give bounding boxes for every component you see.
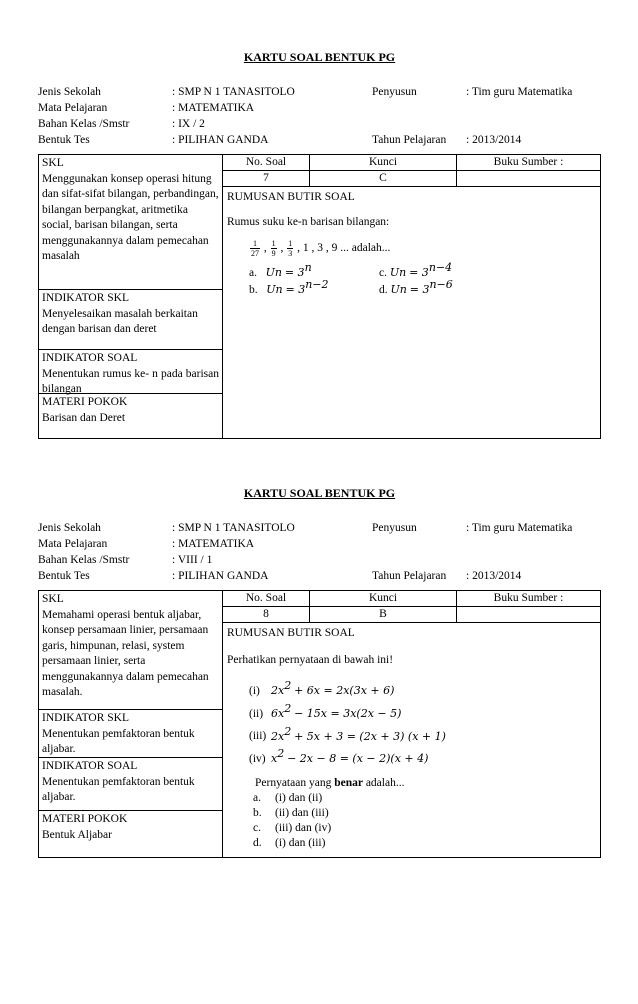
options-row-1 <box>227 259 596 279</box>
indikator-skl-text: Menentukan pemfaktoran bentuk aljabar. <box>42 727 195 755</box>
choice-d: d. (i) dan (iii) <box>253 837 326 850</box>
option-b: b. $Un = 3^{n-2}$ <box>249 278 329 296</box>
question-text: Perhatikan pernyataan di bawah ini! <box>227 654 394 666</box>
materi-label: MATERI POKOK <box>42 813 128 825</box>
header-row <box>223 591 600 607</box>
mata-pelajaran-label: Mata Pelajaran <box>38 102 108 114</box>
bentuk-tes-label: Bentuk Tes <box>38 134 90 146</box>
right-column <box>223 155 600 295</box>
sequence: $\frac{1}{27}$ , $\frac{1}{9}$ , $\frac{1}{3}$ , 1 , 3 , 9 ... adalah... <box>251 238 391 258</box>
bentuk-tes-value: : PILIHAN GANDA <box>172 134 269 146</box>
option-c: c. $Un = 3^{n-4}$ <box>379 261 453 279</box>
kelas-label: Bahan Kelas /Smstr <box>38 118 130 130</box>
materi-section <box>39 811 222 857</box>
fraction-1-3: $\frac{1}{3}$ <box>288 238 293 258</box>
indikator-skl-section <box>39 290 222 350</box>
value-row <box>223 171 600 187</box>
header-row <box>223 155 600 171</box>
no-soal-value: 7 <box>223 171 310 186</box>
skl-label: SKL <box>42 593 64 605</box>
sequence-rest: , 1 , 3 , 9 ... adalah... <box>297 242 391 254</box>
tahun-label: Tahun Pelajaran <box>372 134 447 146</box>
materi-label: MATERI POKOK <box>42 396 128 408</box>
skl-section <box>39 591 222 710</box>
penyusun-value: : Tim guru Matematika <box>466 86 573 98</box>
fraction-1-9: $\frac{1}{9}$ <box>271 238 276 258</box>
materi-text: Barisan dan Deret <box>42 411 126 424</box>
card-title: KARTU SOAL BENTUK PG <box>243 50 396 64</box>
bentuk-tes-label: Bentuk Tes <box>38 570 90 582</box>
mata-pelajaran-value: : MATEMATIKA <box>172 102 255 114</box>
option-a: a. $Un = 3^n$ <box>249 261 312 279</box>
option-d: d. $Un = 3^{n-6}$ <box>379 278 453 296</box>
no-soal-value: 8 <box>223 607 310 622</box>
right-column <box>223 591 600 853</box>
fraction-1-27: $\frac{1}{27}$ <box>251 238 259 258</box>
indikator-soal-label: INDIKATOR SOAL <box>42 760 138 772</box>
indikator-soal-text: Menentukan pemfaktoran bentuk aljabar. <box>42 775 195 803</box>
buku-sumber-header: Buku Sumber : <box>493 592 564 604</box>
question-text: Rumus suku ke-n barisan bilangan: <box>227 216 390 228</box>
choice-c: c. (iii) dan (iv) <box>253 822 332 835</box>
mata-pelajaran-label: Mata Pelajaran <box>38 538 108 550</box>
buku-sumber-value <box>457 607 600 622</box>
penyusun-value: : Tim guru Matematika <box>466 522 573 534</box>
question-table <box>38 590 601 858</box>
left-column <box>39 591 223 857</box>
prompt: Pernyataan yang benar adalah... <box>255 777 405 790</box>
skl-text: Memahami operasi bentuk aljabar, konsep persamaan linier, persamaan garis, himpunan, relasi, system persamaan linier, serta menggunakannya dalam pemecahan masalah. <box>42 608 209 698</box>
kelas-value: : VIII / 1 <box>172 554 213 566</box>
choices <box>227 791 596 851</box>
card-meta <box>38 84 601 150</box>
card-meta <box>38 520 601 586</box>
indikator-soal-label: INDIKATOR SOAL <box>42 352 138 364</box>
skl-label: SKL <box>42 157 64 169</box>
bentuk-tes-value: : PILIHAN GANDA <box>172 570 269 582</box>
card-title: KARTU SOAL BENTUK PG <box>243 486 396 500</box>
choice-b: b. (ii) dan (iii) <box>253 807 329 820</box>
no-soal-header: No. Soal <box>223 155 310 170</box>
skl-section <box>39 155 222 290</box>
indikator-skl-text: Menyelesaikan masalah berkaitan dengan barisan dan deret <box>42 307 198 335</box>
mata-pelajaran-value: : MATEMATIKA <box>172 538 255 550</box>
jenis-sekolah-label: Jenis Sekolah <box>38 86 101 98</box>
rumusan-label: RUMUSAN BUTIR SOAL <box>227 191 355 203</box>
choice-a: a. (i) dan (ii) <box>253 792 323 805</box>
buku-sumber-header: Buku Sumber : <box>493 156 564 168</box>
no-soal-header: No. Soal <box>223 591 310 606</box>
tahun-value: : 2013/2014 <box>466 134 522 146</box>
jenis-sekolah-value: : SMP N 1 TANASITOLO <box>172 522 295 534</box>
indikator-skl-label: INDIKATOR SKL <box>42 712 129 724</box>
question-table <box>38 154 601 439</box>
options-row-2 <box>227 276 596 296</box>
kunci-header: Kunci <box>310 155 457 170</box>
buku-sumber-value <box>457 171 600 186</box>
skl-text: Menggunakan konsep operasi hitung dan sifat-sifat bilangan, perbandingan, bilangan berpangkat, aritmetika social, barisan bilangan, serta menggunakannya dalam pemecahan masalah <box>42 172 219 262</box>
kelas-label: Bahan Kelas /Smstr <box>38 554 130 566</box>
kelas-value: : IX / 2 <box>172 118 205 130</box>
penyusun-label: Penyusun <box>372 522 417 534</box>
indikator-soal-section <box>39 350 222 394</box>
question-card-8 <box>38 486 601 850</box>
jenis-sekolah-label: Jenis Sekolah <box>38 522 101 534</box>
materi-section <box>39 394 222 436</box>
materi-text: Bentuk Aljabar <box>42 828 112 841</box>
statement-ii: (ii) $6x^2 - 15x = 3x(2x - 5)$ <box>249 701 402 720</box>
rumusan-body <box>223 187 600 295</box>
indikator-skl-section <box>39 710 222 758</box>
penyusun-label: Penyusun <box>372 86 417 98</box>
indikator-soal-text: Menentukan rumus ke- n pada barisan bilangan <box>42 367 219 395</box>
question-card-7 <box>38 50 601 424</box>
rumusan-body <box>223 623 600 853</box>
kunci-value: B <box>310 607 457 622</box>
statement-iii: (iii) $2x^2 + 5x + 3 = (2x + 3) (x + 1)$ <box>249 724 446 743</box>
kunci-value: C <box>310 171 457 186</box>
kunci-header: Kunci <box>310 591 457 606</box>
left-column <box>39 155 223 438</box>
jenis-sekolah-value: : SMP N 1 TANASITOLO <box>172 86 295 98</box>
value-row <box>223 607 600 623</box>
indikator-skl-label: INDIKATOR SKL <box>42 292 129 304</box>
rumusan-label: RUMUSAN BUTIR SOAL <box>227 627 355 639</box>
statement-i: (i) $2x^2 + 6x = 2x(3x + 6)$ <box>249 679 395 697</box>
statement-iv: (iv) $x^2 - 2x - 8 = (x - 2)(x + 4)$ <box>249 747 429 766</box>
tahun-value: : 2013/2014 <box>466 570 522 582</box>
indikator-soal-section <box>39 758 222 811</box>
tahun-label: Tahun Pelajaran <box>372 570 447 582</box>
